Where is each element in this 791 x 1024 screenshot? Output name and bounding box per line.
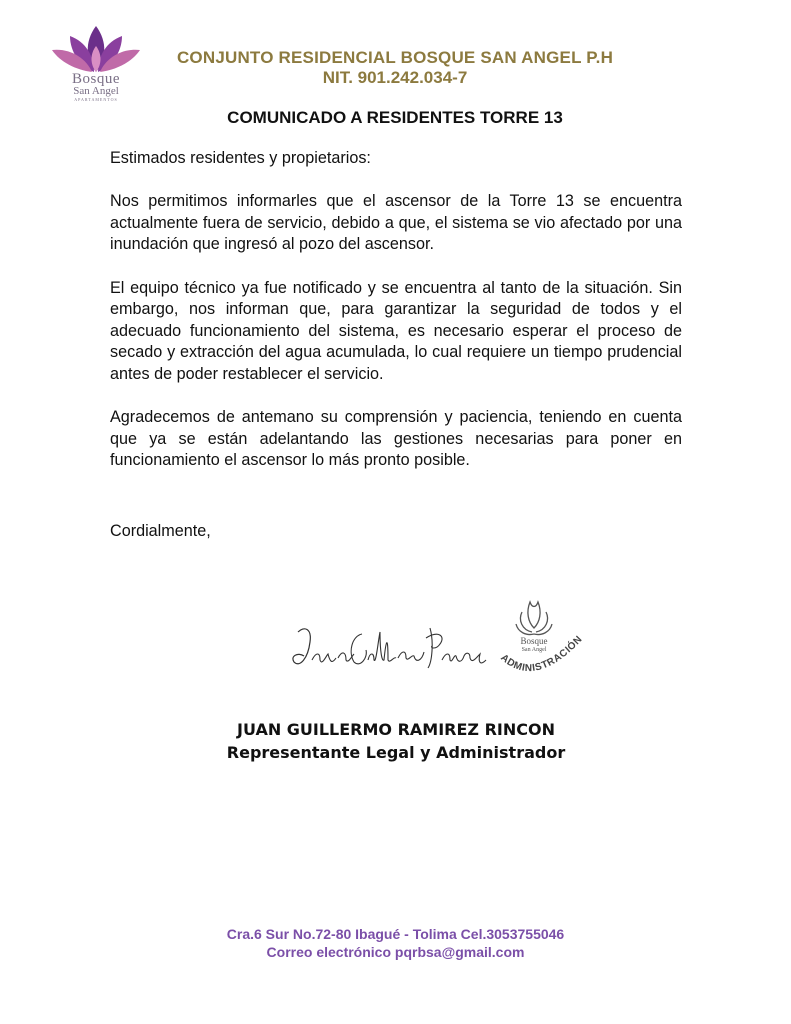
stamp-title: Bosque — [520, 636, 548, 646]
paragraph: Nos permitimos informarles que el ascensor de la Torre 13 se encuentra actualmente fuera de servicio, debido a que, el sistema se vio afectado por una inundación que ingresó al pozo del ascensor. — [110, 192, 682, 254]
organization-name: CONJUNTO RESIDENCIAL BOSQUE SAN ANGEL P.H — [176, 48, 614, 67]
logo — [46, 20, 146, 102]
footer-email: Correo electrónico pqrbsa@gmail.com — [266, 944, 525, 960]
logo-title: Bosque — [72, 71, 120, 87]
signer-name: JUAN GUILLERMO RAMIREZ RINCON — [236, 720, 555, 739]
notice-body — [110, 148, 682, 494]
stamp-arc-text: ADMINISTRACIÓN — [498, 633, 585, 675]
footer-address: Cra.6 Sur No.72-80 Ibagué - Tolima Cel.3053755046 — [226, 926, 565, 942]
administration-stamp — [488, 594, 588, 690]
greeting: Estimados residentes y propietarios: — [110, 149, 371, 167]
organization-nit: NIT. 901.242.034-7 — [322, 68, 468, 87]
stamp-subtitle: San Angel — [521, 647, 547, 653]
logo-subtitle: San Angel — [73, 85, 119, 97]
handwritten-signature — [290, 612, 490, 692]
logo-tagline: APARTAMENTOS — [74, 97, 118, 102]
closing: Cordialmente, — [110, 522, 211, 540]
paragraph: Agradecemos de antemano su comprensión y paciencia, teniendo en cuenta que ya se están adelantando las gestiones necesarias para poner en funcionamiento el ascensor lo más pronto posible. — [110, 408, 682, 470]
signer-role: Representante Legal y Administrador — [226, 743, 566, 762]
notice-title: COMUNICADO A RESIDENTES TORRE 13 — [227, 108, 563, 127]
lotus-icon — [46, 20, 146, 76]
paragraph: El equipo técnico ya fue notificado y se encuentra al tanto de la situación. Sin embargo, nos informan que, para garantizar la seguridad de todos y el adecuado funcionamiento del sistema, es necesario esperar el proceso de secado y extracción del agua acumulada, lo cual requiere un tiempo prudencial antes de poder restablecer el servicio. — [110, 278, 682, 383]
